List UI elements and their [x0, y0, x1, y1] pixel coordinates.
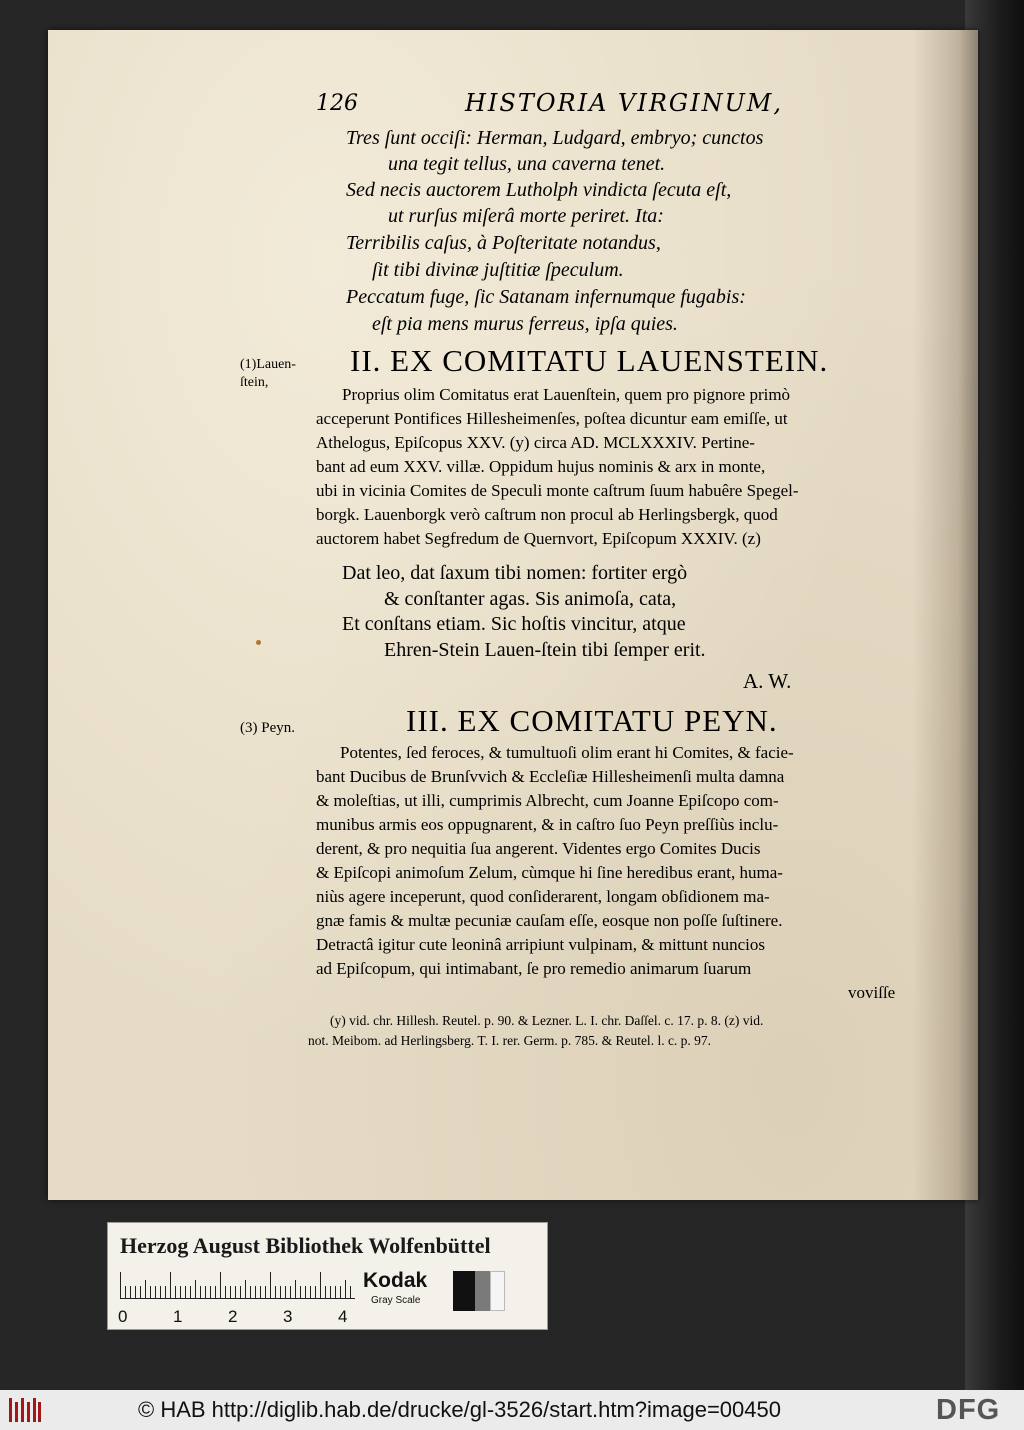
text-line: ad Epiſcopum, qui intimabant, ſe pro remedio animarum ſuarum — [316, 959, 752, 978]
signature: A. W. — [743, 669, 792, 693]
verse-line: ut rurſus miſerâ morte periret. Ita: — [388, 205, 664, 227]
text-line: auctorem habet Segfredum de Quernvort, Epiſcopum XXXIV. (z) — [316, 529, 761, 548]
section-heading: II. EX COMITATU LAUENSTEIN. — [350, 343, 829, 378]
page-gutter-shadow — [912, 30, 978, 1200]
color-reference-card — [107, 1222, 548, 1330]
text-line: Potentes, ſed feroces, & tumultuoſi olim erant hi Comites, & facie- — [340, 743, 794, 762]
ruler-tick — [185, 1286, 186, 1298]
ruler-tick — [150, 1286, 151, 1298]
verse-line: eſt pia mens murus ferreus, ipſa quies. — [372, 313, 678, 335]
ruler-tick — [305, 1286, 306, 1298]
margin-note: (1)Lauen- — [240, 357, 296, 372]
gray-scale-label: Gray Scale — [371, 1295, 421, 1306]
ruler-tick — [315, 1286, 316, 1298]
ruler-tick — [210, 1286, 211, 1298]
ruler-tick — [240, 1286, 241, 1298]
ruler-tick — [295, 1280, 296, 1298]
catchword: voviſſe — [848, 983, 896, 1002]
ruler-tick — [195, 1280, 196, 1298]
ruler-tick — [190, 1286, 191, 1298]
ruler-number: 1 — [173, 1307, 183, 1326]
ruler-tick — [175, 1286, 176, 1298]
ruler-tick — [255, 1286, 256, 1298]
ruler-tick — [160, 1286, 161, 1298]
ruler-tick — [135, 1286, 136, 1298]
ruler-tick — [200, 1286, 201, 1298]
text-line: ubi in vicinia Comites de Speculi monte caſtrum ſuum habuêre Spegel- — [316, 481, 799, 500]
ruler-tick — [335, 1286, 336, 1298]
swatch-black — [453, 1271, 475, 1311]
ruler-tick — [225, 1286, 226, 1298]
ruler-tick — [270, 1272, 271, 1298]
ruler-tick — [130, 1286, 131, 1298]
ruler — [120, 1271, 355, 1299]
ruler-tick — [260, 1286, 261, 1298]
copyright-url[interactable]: © HAB http://diglib.hab.de/drucke/gl-3526/start.htm?image=00450 — [138, 1397, 781, 1422]
verse-line: Peccatum fuge, ſic Satanam infernumque fugabis: — [346, 286, 746, 308]
footnote-line: (y) vid. chr. Hillesh. Reutel. p. 90. & Lezner. L. I. chr. Daſſel. c. 17. p. 8. (z) vid. — [330, 1013, 764, 1028]
text-line: Proprius olim Comitatus erat Lauenſtein, quem pro pignore primò — [342, 385, 791, 404]
poem-line: Et conſtans etiam. Sic hoſtis vincitur, atque — [342, 613, 686, 635]
text-line: & moleſtias, ut illi, cumprimis Albrecht, cum Joanne Epiſcopo com- — [316, 791, 779, 810]
text-line: Detractâ igitur cute leoninâ arripiunt vulpinam, & mittunt nuncios — [316, 935, 765, 954]
ruler-tick — [120, 1272, 121, 1298]
ruler-tick — [245, 1280, 246, 1298]
ruler-tick — [265, 1286, 266, 1298]
ruler-tick — [330, 1286, 331, 1298]
margin-note: ſtein, — [240, 375, 269, 390]
text-line: derent, & pro nequitia ſua angerent. Videntes ergo Comites Ducis — [316, 839, 761, 858]
swatch-white — [490, 1271, 505, 1311]
verse-line: una tegit tellus, una caverna tenet. — [388, 153, 666, 175]
ruler-tick — [350, 1286, 351, 1298]
ruler-tick — [320, 1272, 321, 1298]
ruler-number: 3 — [283, 1307, 293, 1326]
poem-line: Ehren-Stein Lauen-ſtein tibi ſemper erit. — [384, 639, 706, 661]
ruler-number: 0 — [118, 1307, 128, 1326]
ruler-tick — [340, 1286, 341, 1298]
ruler-tick — [235, 1286, 236, 1298]
verse-line: Terribilis caſus, à Poſteritate notandus, — [346, 232, 661, 254]
footnote-line: not. Meibom. ad Herlingsberg. T. I. rer. Germ. p. 785. & Reutel. l. c. p. 97. — [308, 1033, 712, 1048]
text-line: gnæ famis & multæ pecuniæ cauſam eſſe, eosque non poſſe ſuſtinere. — [316, 911, 783, 930]
ruler-tick — [285, 1286, 286, 1298]
ruler-tick — [275, 1286, 276, 1298]
ruler-tick — [280, 1286, 281, 1298]
ruler-tick — [230, 1286, 231, 1298]
ruler-number: 2 — [228, 1307, 238, 1326]
library-name: Herzog August Bibliothek Wolfenbüttel — [120, 1233, 491, 1258]
ruler-tick — [145, 1280, 146, 1298]
ruler-tick — [165, 1286, 166, 1298]
ruler-tick — [155, 1286, 156, 1298]
text-line: munibus armis eos oppugnarent, & in caſtro ſuo Peyn preſſiùs inclu- — [316, 815, 779, 834]
hab-logo-icon — [8, 1396, 42, 1424]
ruler-tick — [215, 1286, 216, 1298]
ruler-tick — [180, 1286, 181, 1298]
running-title: HISTORIA VIRGINUM, — [465, 89, 784, 117]
ruler-number: 4 — [338, 1307, 348, 1326]
text-line: & Epiſcopi animoſum Zelum, cùmque hi ſine heredibus erant, huma- — [316, 863, 783, 882]
ruler-tick — [300, 1286, 301, 1298]
dfg-logo: DFG — [936, 1394, 1001, 1426]
page-number: 126 — [316, 91, 358, 116]
ruler-tick — [140, 1286, 141, 1298]
swatch-gray — [475, 1271, 490, 1311]
text-line: acceperunt Pontifices Hillesheimenſes, poſtea dicuntur eam emiſſe, ut — [316, 409, 788, 428]
kodak-brand: Kodak — [363, 1269, 428, 1292]
text-line: bant ad eum XXV. villæ. Oppidum hujus nominis & arx in monte, — [316, 457, 766, 476]
text-line: niùs agere inceperunt, quod conſiderarent, longam obſidionem ma- — [316, 887, 770, 906]
text-line: borgk. Lauenborgk verò caſtrum non procul ab Herlingsbergk, quod — [316, 505, 778, 524]
poem-line: Dat leo, dat ſaxum tibi nomen: fortiter ergò — [342, 562, 688, 584]
ruler-tick — [290, 1286, 291, 1298]
verse-line: Sed necis auctorem Lutholph vindicta ſecuta eſt, — [346, 179, 732, 201]
text-line: Athelogus, Epiſcopus XXV. (y) circa AD. MCLXXXIV. Pertine- — [316, 433, 755, 452]
ruler-tick — [325, 1286, 326, 1298]
ruler-tick — [170, 1272, 171, 1298]
poem-line: & conſtanter agas. Sis animoſa, cata, — [384, 588, 677, 610]
section-heading: III. EX COMITATU PEYN. — [406, 703, 778, 738]
text-line: bant Ducibus de Brunſvvich & Eccleſiæ Hillesheimenſi multa damna — [316, 767, 785, 786]
ink-spot — [256, 640, 261, 645]
viewer-footer — [0, 1390, 1024, 1430]
ruler-tick — [250, 1286, 251, 1298]
margin-note: (3) Peyn. — [240, 720, 295, 736]
verse-line: ſit tibi divinæ juſtitiæ ſpeculum. — [372, 259, 624, 281]
ruler-tick — [310, 1286, 311, 1298]
ruler-tick — [220, 1272, 221, 1298]
ruler-tick — [345, 1280, 346, 1298]
ruler-tick — [125, 1286, 126, 1298]
ruler-tick — [205, 1286, 206, 1298]
verse-line: Tres ſunt occiſi: Herman, Ludgard, embryo; cunctos — [346, 127, 764, 149]
